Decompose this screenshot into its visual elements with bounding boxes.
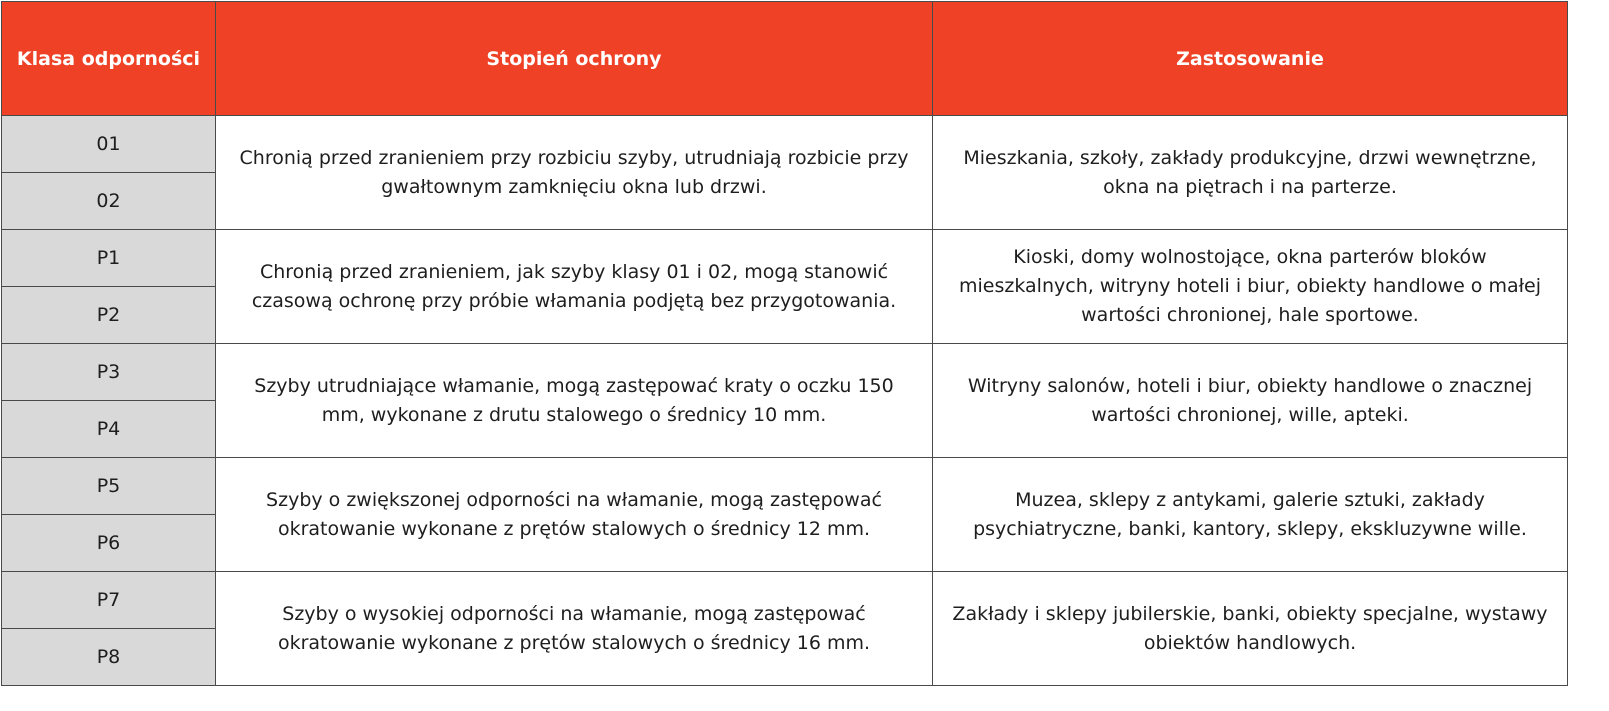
application-cell: Kioski, domy wolnostojące, okna parterów bloków mieszkalnych, witryny hoteli i biur, obiekty handlowe o małej wartości chronionej, hale sportowe. — [933, 230, 1568, 344]
table-row — [2, 230, 1568, 287]
application-cell: Mieszkania, szkoły, zakłady produkcyjne, drzwi wewnętrzne, okna na piętrach i na parterze. — [933, 116, 1568, 230]
application-cell: Witryny salonów, hoteli i biur, obiekty handlowe o znacznej wartości chronionej, wille, apteki. — [933, 344, 1568, 458]
protection-cell: Chronią przed zranieniem, jak szyby klasy 01 i 02, mogą stanowić czasową ochronę przy próbie włamania podjętą bez przygotowania. — [216, 230, 933, 344]
class-cell: P6 — [2, 515, 216, 572]
class-cell: P2 — [2, 287, 216, 344]
table-row — [2, 116, 1568, 173]
class-cell: 02 — [2, 173, 216, 230]
table-row — [2, 344, 1568, 401]
class-cell: P1 — [2, 230, 216, 287]
table-row — [2, 458, 1568, 515]
class-cell: P4 — [2, 401, 216, 458]
application-cell: Muzea, sklepy z antykami, galerie sztuki, zakłady psychiatryczne, banki, kantory, sklepy, ekskluzywne wille. — [933, 458, 1568, 572]
header-row — [2, 2, 1568, 116]
protection-cell: Szyby o zwiększonej odporności na włamanie, mogą zastępować okratowanie wykonane z prętów stalowych o średnicy 12 mm. — [216, 458, 933, 572]
class-cell: P5 — [2, 458, 216, 515]
protection-cell: Szyby o wysokiej odporności na włamanie, mogą zastępować okratowanie wykonane z prętów stalowych o średnicy 16 mm. — [216, 572, 933, 686]
glass-resistance-table — [1, 1, 1568, 686]
class-cell: P8 — [2, 629, 216, 686]
table-row — [2, 572, 1568, 629]
header-application: Zastosowanie — [933, 2, 1568, 116]
header-resistance-class: Klasa odporności — [2, 2, 216, 116]
class-cell: P3 — [2, 344, 216, 401]
protection-cell: Szyby utrudniające włamanie, mogą zastępować kraty o oczku 150 mm, wykonane z drutu stalowego o średnicy 10 mm. — [216, 344, 933, 458]
application-cell: Zakłady i sklepy jubilerskie, banki, obiekty specjalne, wystawy obiektów handlowych. — [933, 572, 1568, 686]
header-protection-level: Stopień ochrony — [216, 2, 933, 116]
class-cell: P7 — [2, 572, 216, 629]
class-cell: 01 — [2, 116, 216, 173]
protection-cell: Chronią przed zranieniem przy rozbiciu szyby, utrudniają rozbicie przy gwałtownym zamknięciu okna lub drzwi. — [216, 116, 933, 230]
